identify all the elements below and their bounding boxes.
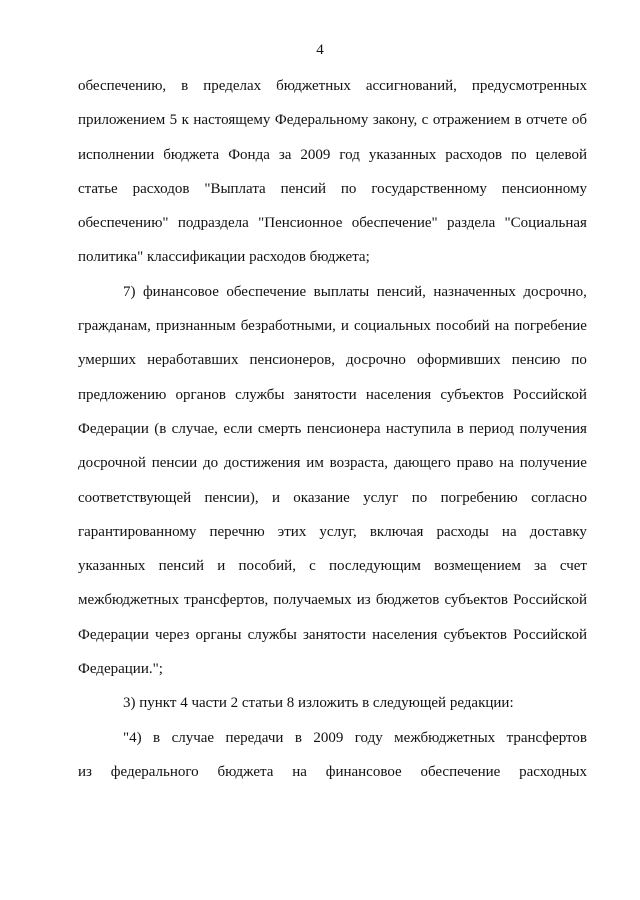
word: на bbox=[501, 523, 517, 540]
word: пенсий, bbox=[376, 283, 426, 300]
word: "4) bbox=[123, 729, 142, 746]
word: Российской bbox=[513, 626, 587, 643]
text-line bbox=[78, 488, 587, 522]
word: указанных bbox=[368, 146, 437, 163]
word: и bbox=[340, 318, 349, 335]
word: занятости bbox=[293, 386, 357, 403]
text-line bbox=[78, 419, 587, 453]
word: дающего bbox=[393, 455, 451, 472]
word: пособий bbox=[435, 318, 490, 335]
word: бюджета bbox=[217, 763, 274, 780]
word: досрочно, bbox=[523, 283, 587, 300]
word: раздела bbox=[446, 215, 496, 232]
word: государственному bbox=[371, 180, 487, 197]
word: за bbox=[278, 146, 292, 163]
word: "Выплата bbox=[204, 180, 266, 197]
word: услуг, bbox=[319, 523, 357, 540]
word: Российской bbox=[513, 386, 587, 403]
word: и bbox=[271, 489, 280, 506]
text-line bbox=[78, 76, 587, 110]
word: межбюджетных bbox=[394, 729, 496, 746]
text-line bbox=[78, 316, 587, 350]
word: если bbox=[223, 420, 253, 437]
word: об bbox=[571, 112, 587, 129]
word: 5 bbox=[169, 112, 178, 129]
line-text: 3) пункт 4 части 2 статьи 8 изложить в следующей редакции: bbox=[123, 695, 514, 712]
word: на bbox=[499, 455, 514, 472]
word: предложению bbox=[78, 386, 167, 403]
word: обеспечению" bbox=[78, 215, 169, 232]
text-line bbox=[78, 625, 587, 659]
word: пенсионному bbox=[501, 180, 587, 197]
word: признанным bbox=[155, 318, 236, 335]
word: 7) bbox=[123, 283, 136, 300]
word: в bbox=[514, 112, 522, 129]
word: 2009 bbox=[313, 729, 344, 746]
word: период bbox=[469, 420, 515, 437]
text-line bbox=[78, 728, 587, 762]
word: через bbox=[154, 626, 190, 643]
word: предусмотренных bbox=[471, 78, 587, 94]
word: указанных bbox=[78, 558, 146, 575]
word: получение bbox=[519, 455, 587, 472]
word: Федерации bbox=[78, 420, 149, 437]
word: субъектов bbox=[444, 592, 508, 609]
word: с bbox=[421, 112, 429, 129]
word: подраздела bbox=[177, 215, 249, 232]
text-line bbox=[78, 110, 587, 144]
text-line bbox=[78, 693, 587, 727]
text-line bbox=[78, 556, 587, 590]
word: пенсий bbox=[280, 180, 327, 197]
word: "Пенсионное bbox=[258, 215, 343, 232]
word: году bbox=[354, 729, 383, 746]
word: населения bbox=[365, 386, 432, 403]
document-body bbox=[78, 76, 587, 796]
word: 2009 bbox=[300, 146, 331, 163]
word: перечню bbox=[209, 523, 265, 540]
word: межбюджетных bbox=[78, 592, 180, 609]
word: социальных bbox=[353, 318, 431, 335]
word: и bbox=[217, 558, 226, 575]
word: обеспечение" bbox=[351, 215, 438, 232]
word: до bbox=[202, 455, 219, 472]
word: услуг bbox=[363, 489, 399, 506]
word: расходы bbox=[436, 523, 489, 540]
word: отчете bbox=[526, 112, 568, 129]
word: неработавших bbox=[147, 352, 239, 369]
word: пенсии), bbox=[204, 489, 259, 506]
word: смерть bbox=[257, 420, 302, 437]
word: субъектов bbox=[443, 626, 507, 643]
text-line bbox=[78, 282, 587, 316]
word: службы bbox=[247, 626, 297, 643]
word: из bbox=[78, 763, 92, 780]
word: финансовое bbox=[325, 763, 402, 780]
word: органы bbox=[195, 626, 242, 643]
word: органов bbox=[175, 386, 226, 403]
word: погребению bbox=[440, 489, 518, 506]
text-line bbox=[78, 179, 587, 213]
word: службы bbox=[235, 386, 285, 403]
word: целевой bbox=[535, 146, 587, 163]
text-line bbox=[78, 762, 587, 796]
word: счет bbox=[559, 558, 587, 575]
word: обеспечение bbox=[226, 283, 307, 300]
word: согласно bbox=[531, 489, 587, 506]
text-line bbox=[78, 247, 587, 281]
word: оформивших bbox=[416, 352, 501, 369]
word: занятости bbox=[303, 626, 366, 643]
word: передачи bbox=[225, 729, 284, 746]
text-line bbox=[78, 453, 587, 487]
line-text: политика" классификации расходов бюджета; bbox=[78, 249, 370, 266]
word: по bbox=[511, 146, 527, 163]
word: федерального bbox=[110, 763, 199, 780]
word: закону, bbox=[372, 112, 418, 129]
text-line bbox=[78, 659, 587, 693]
text-line bbox=[78, 350, 587, 384]
word: назначенных bbox=[433, 283, 516, 300]
word: последующим bbox=[329, 558, 421, 575]
word: пенсионеров, bbox=[249, 352, 335, 369]
word: им bbox=[306, 455, 324, 472]
word: обеспечение bbox=[420, 763, 501, 780]
word: случае bbox=[171, 729, 215, 746]
word: на bbox=[494, 318, 510, 335]
word: погребение bbox=[514, 318, 587, 335]
text-line bbox=[78, 213, 587, 247]
word: пособий, bbox=[238, 558, 296, 575]
word: безработными, bbox=[240, 318, 336, 335]
word: гарантированному bbox=[78, 523, 197, 540]
word: достижения bbox=[223, 455, 301, 472]
word: "Социальная bbox=[504, 215, 587, 232]
word: пределах bbox=[203, 78, 262, 94]
word: гражданам, bbox=[78, 318, 151, 335]
word: право bbox=[456, 455, 494, 472]
word: трансфертов, bbox=[184, 592, 269, 609]
word: ассигнований, bbox=[365, 78, 457, 94]
word: получения bbox=[519, 420, 587, 437]
word: статье bbox=[78, 180, 118, 197]
word: включая bbox=[369, 523, 424, 540]
word: оказание bbox=[293, 489, 350, 506]
word: бюджетов bbox=[375, 592, 440, 609]
word: случае, bbox=[171, 420, 218, 437]
word: Федеральному bbox=[274, 112, 369, 129]
word: в bbox=[294, 729, 302, 746]
word: субъектов bbox=[440, 386, 504, 403]
word: по bbox=[411, 489, 428, 506]
word: за bbox=[534, 558, 547, 575]
word: по bbox=[340, 180, 357, 197]
word: отражением bbox=[432, 112, 511, 129]
word: расходов bbox=[445, 146, 503, 163]
word: финансовое bbox=[142, 283, 219, 300]
text-line bbox=[78, 385, 587, 419]
word: исполнении bbox=[78, 146, 155, 163]
word: доставку bbox=[529, 523, 587, 540]
word: год bbox=[339, 146, 360, 163]
word: соответствующей bbox=[78, 489, 192, 506]
text-line bbox=[78, 590, 587, 624]
text-line bbox=[78, 522, 587, 556]
word: пенсий bbox=[158, 558, 205, 575]
word: бюджета bbox=[163, 146, 220, 163]
word: приложением bbox=[78, 112, 166, 129]
page-number: 4 bbox=[316, 42, 324, 58]
word: в bbox=[456, 420, 464, 437]
word: к bbox=[181, 112, 189, 129]
word: возмещением bbox=[434, 558, 521, 575]
word: досрочно bbox=[346, 352, 406, 369]
word: в bbox=[181, 78, 189, 94]
word: (в bbox=[154, 420, 167, 437]
word: населения bbox=[372, 626, 438, 643]
word: трансфертов bbox=[506, 729, 587, 746]
word: возраста, bbox=[329, 455, 389, 472]
word: умерших bbox=[78, 352, 137, 369]
word: по bbox=[571, 352, 587, 369]
word: обеспечению, bbox=[78, 78, 167, 94]
word: Федерации bbox=[78, 626, 149, 643]
line-text: Федерации."; bbox=[78, 661, 163, 678]
word: пенсию bbox=[511, 352, 561, 369]
word: пенсионера bbox=[306, 420, 381, 437]
word: в bbox=[153, 729, 161, 746]
word: Российской bbox=[513, 592, 587, 609]
word: на bbox=[292, 763, 307, 780]
word: расходных bbox=[519, 763, 587, 780]
word: с bbox=[309, 558, 316, 575]
word: получаемых bbox=[273, 592, 352, 609]
text-line bbox=[78, 145, 587, 179]
word: бюджетных bbox=[276, 78, 351, 94]
word: настоящему bbox=[193, 112, 271, 129]
word: этих bbox=[277, 523, 307, 540]
word: наступила bbox=[385, 420, 452, 437]
word: пенсии bbox=[151, 455, 198, 472]
word: из bbox=[356, 592, 371, 609]
word: Фонда bbox=[228, 146, 270, 163]
word: досрочной bbox=[78, 455, 146, 472]
word: расходов bbox=[132, 180, 190, 197]
word: выплаты bbox=[313, 283, 370, 300]
